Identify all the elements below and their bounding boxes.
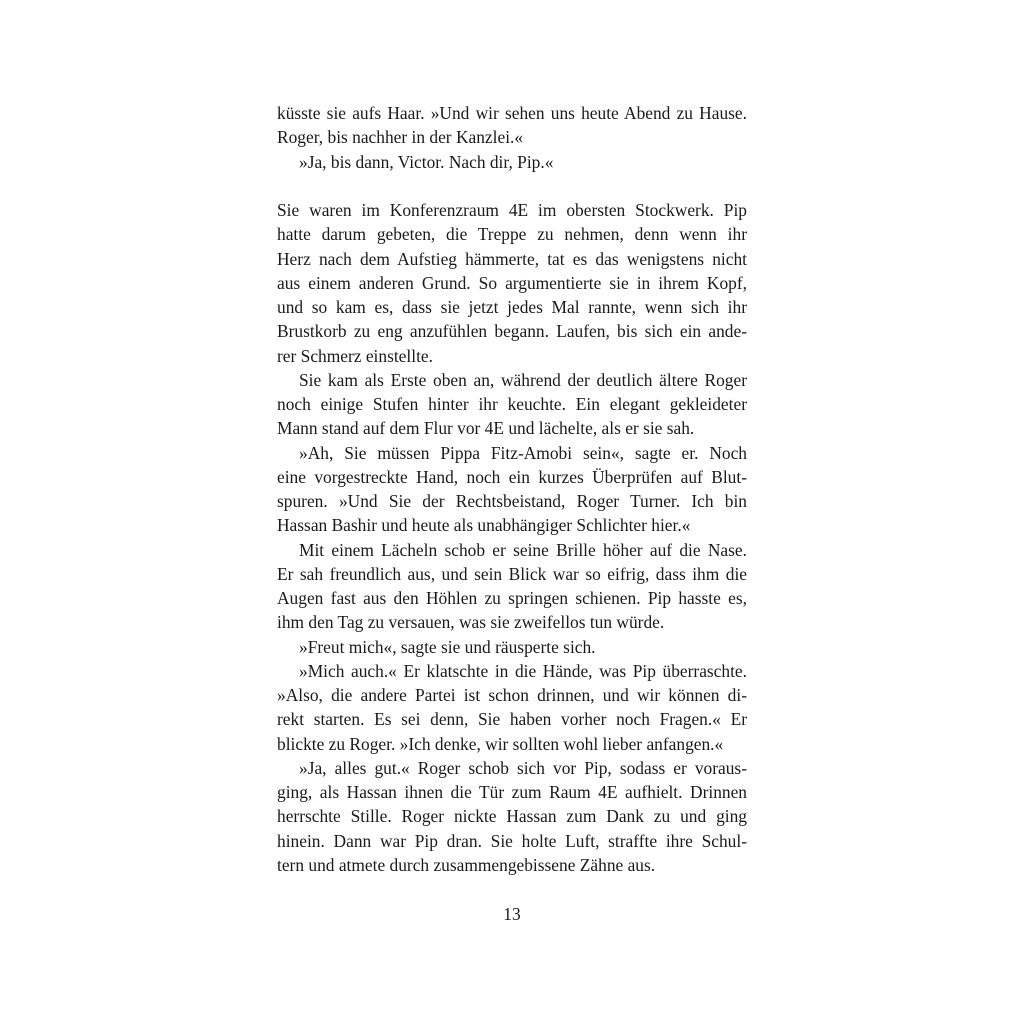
text-line: blickte zu Roger. »Ich denke, wir sollten wohl lieber anfangen.«	[277, 733, 724, 754]
text-line: küsste sie aufs Haar. »Und wir sehen uns heute Abend zu Hause.	[277, 103, 747, 123]
blank-line	[277, 174, 747, 198]
text-line: ging, als Hassan ihnen die Tür zum Raum 4E aufhielt. Drinnen	[277, 782, 747, 802]
text-line: Herz nach dem Aufstieg hämmerte, tat es das wenigstens nicht	[277, 248, 747, 269]
text-line: tern und atmete durch zusammengebissene Zähne aus.	[277, 854, 656, 875]
text-line: »Also, die andere Partei ist schon drinnen, und wir können di-	[277, 685, 747, 705]
text-line: Mann stand auf dem Flur vor 4E und lächelte, als er sie sah.	[277, 418, 695, 439]
text-line: »Ja, bis dann, Victor. Nach dir, Pip.«	[299, 151, 554, 172]
text-line: rer Schmerz einstellte.	[277, 345, 433, 366]
text-line: aus einem anderen Grund. So argumentierte sie in ihrem Kopf,	[277, 272, 747, 293]
text-line: Sie kam als Erste oben an, während der deutlich ältere Roger	[299, 369, 747, 390]
text-line: »Freut mich«, sagte sie und räusperte sich.	[299, 636, 596, 657]
text-line: Roger, bis nachher in der Kanzlei.«	[277, 127, 524, 148]
text-line: Er sah freundlich aus, und sein Blick war so eifrig, dass ihm die	[277, 563, 747, 584]
text-line: »Mich auch.« Er klatschte in die Hände, was Pip überraschte.	[299, 660, 747, 681]
page-number: 13	[503, 904, 521, 924]
text-line: Augen fast aus den Höhlen zu springen schienen. Pip hasste es,	[277, 588, 747, 608]
text-line: herrschte Stille. Roger nickte Hassan zum Dank zu und ging	[277, 806, 747, 827]
text-line: rekt starten. Es sei denn, Sie haben vorher noch Fragen.« Er	[277, 709, 747, 730]
text-line: Brustkorb zu eng anzufühlen begann. Laufen, bis sich ein ande-	[277, 321, 747, 342]
text-line: hinein. Dann war Pip dran. Sie holte Luft, straffte ihre Schul-	[277, 830, 747, 851]
text-line: »Ah, Sie müssen Pippa Fitz-Amobi sein«, sagte er. Noch	[299, 442, 747, 463]
text-line: »Ja, alles gut.« Roger schob sich vor Pip, sodass er voraus-	[299, 757, 747, 778]
text-line: eine vorgestreckte Hand, noch ein kurzes Überprüfen auf Blut-	[277, 466, 747, 487]
text-line: spuren. »Und Sie der Rechtsbeistand, Roger Turner. Ich bin	[277, 491, 747, 511]
text-line: noch einige Stufen hinter ihr keuchte. Ein elegant gekleideter	[277, 394, 747, 414]
book-page-text	[277, 101, 747, 877]
text-line: Sie waren im Konferenzraum 4E im obersten Stockwerk. Pip	[277, 200, 747, 220]
text-line: hatte darum gebeten, die Treppe zu nehmen, denn wenn ihr	[277, 224, 747, 245]
text-line: ihm den Tag zu versauen, was sie zweifellos tun würde.	[277, 612, 665, 633]
text-line: und so kam es, dass sie jetzt jedes Mal rannte, wenn sich ihr	[277, 297, 747, 317]
text-line: Mit einem Lächeln schob er seine Brille höher auf die Nase.	[299, 539, 747, 560]
text-line: Hassan Bashir und heute als unabhängiger Schlichter hier.«	[277, 515, 691, 536]
